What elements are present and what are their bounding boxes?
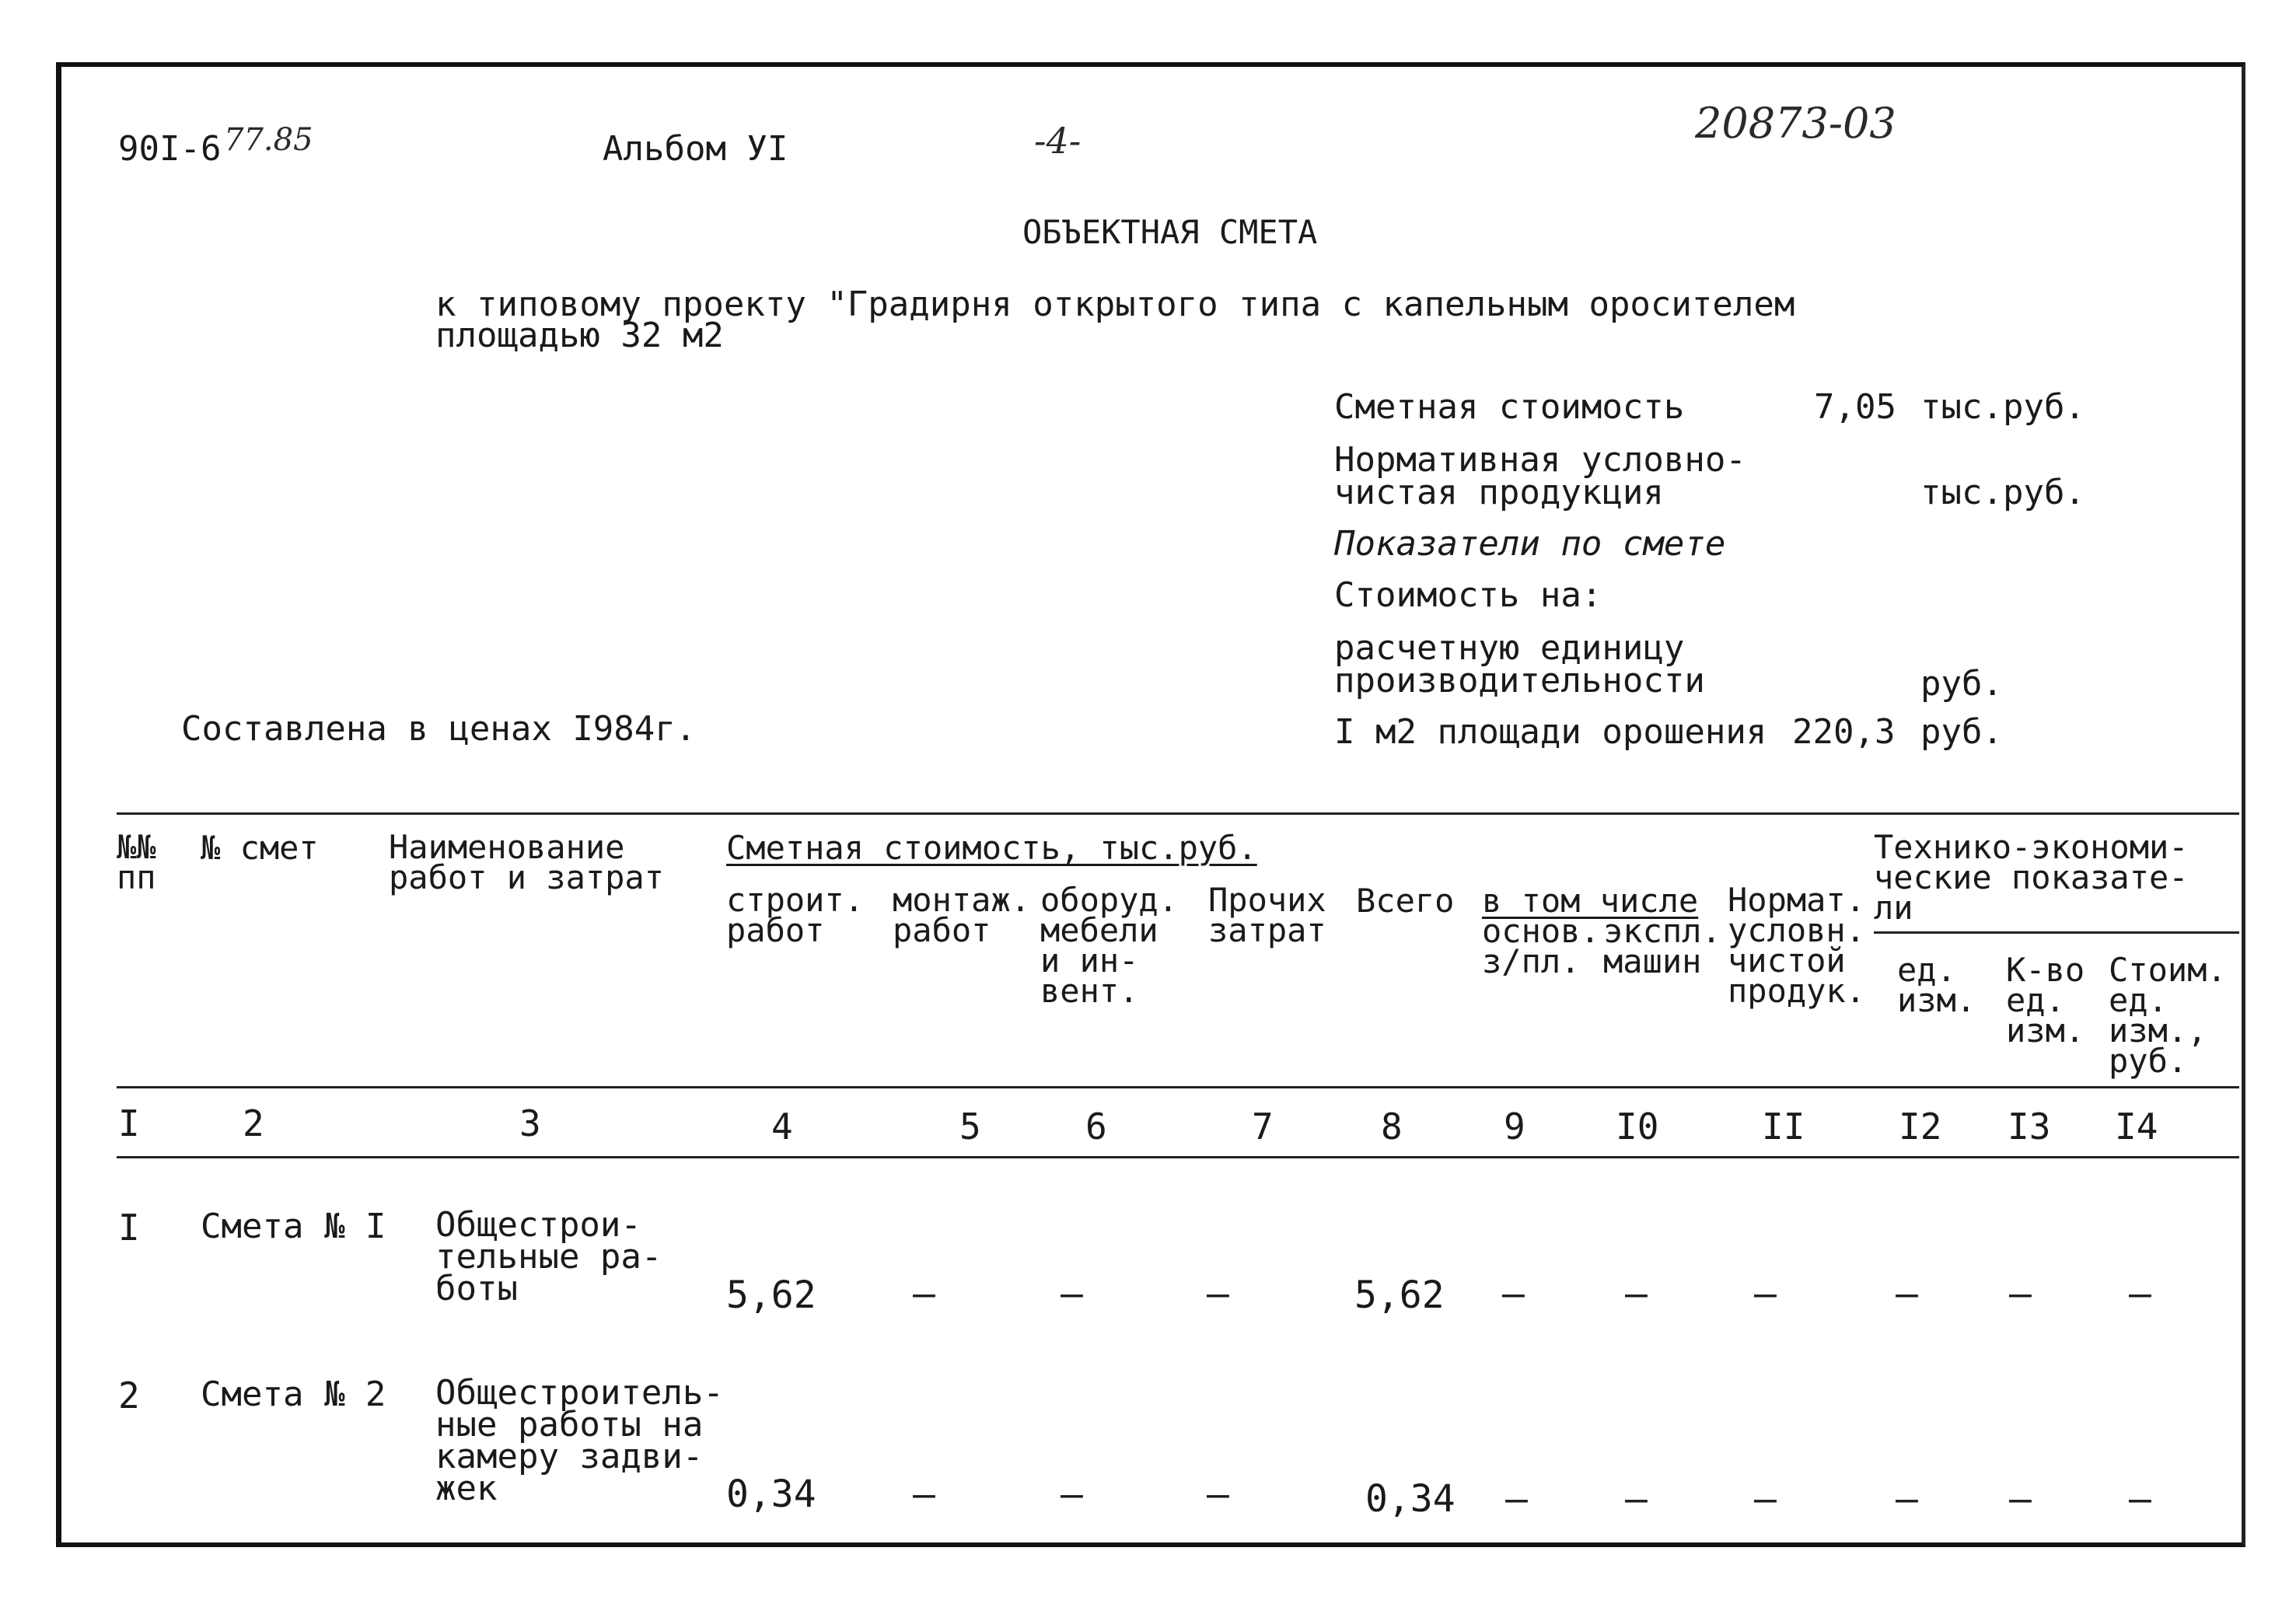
column-numbers-rule bbox=[117, 1156, 2239, 1158]
table-cell-equipment: – bbox=[1061, 1272, 1083, 1315]
table-cell-construction: 5,62 bbox=[726, 1273, 816, 1317]
header-unit: ед. изм. bbox=[1897, 951, 1976, 1020]
project-code: 90I-6 bbox=[118, 129, 222, 169]
column-number: 8 bbox=[1381, 1106, 1403, 1148]
column-number: 2 bbox=[243, 1102, 264, 1144]
subtitle-line-2: площадью 32 м2 bbox=[435, 316, 724, 355]
table-cell-unit: – bbox=[1896, 1272, 1918, 1315]
estimated-cost-unit: тыс.руб. bbox=[1920, 387, 2085, 427]
per-unit-label-1: расчетную единицу bbox=[1334, 628, 1685, 668]
column-number: 9 bbox=[1504, 1106, 1525, 1148]
column-number: I2 bbox=[1899, 1106, 1942, 1148]
table-cell-unit-quantity: – bbox=[2009, 1477, 2032, 1521]
column-number: II bbox=[1762, 1106, 1805, 1148]
table-cell-machine-operation: – bbox=[1625, 1477, 1648, 1521]
per-unit-unit: руб. bbox=[1920, 664, 2003, 704]
table-top-rule bbox=[117, 812, 2239, 815]
table-cell-unit: – bbox=[1896, 1477, 1918, 1521]
table-cell-total: 5,62 bbox=[1354, 1273, 1445, 1317]
header-normative-net-product: Нормат. условн. чистой продук. bbox=[1728, 881, 1866, 1011]
table-cell-normative-product: – bbox=[1754, 1272, 1777, 1315]
table-cell-normative-product: – bbox=[1754, 1477, 1777, 1521]
header-other-costs: Прочих затрат bbox=[1208, 881, 1326, 950]
header-base-wages: основ. з/пл. bbox=[1482, 912, 1600, 981]
column-number: 3 bbox=[519, 1102, 541, 1144]
project-code-handwritten: 77.85 bbox=[224, 122, 313, 158]
column-number: I0 bbox=[1616, 1106, 1659, 1148]
page-number: -4- bbox=[1034, 120, 1082, 162]
header-unit-cost: Стоим. ед. изм., руб. bbox=[2109, 951, 2227, 1081]
header-installation-works: монтаж. работ bbox=[893, 881, 1031, 950]
document-number-handwritten: 20873-03 bbox=[1695, 99, 1896, 148]
column-number: I bbox=[118, 1102, 140, 1144]
per-m2-label: I м2 площади орошения bbox=[1334, 712, 1767, 752]
header-construction-works: строит. работ bbox=[726, 881, 865, 950]
subtitle-line-1: к типовому проекту "Градирня открытого типа с капельным оросителем bbox=[435, 285, 1795, 324]
table-row-number: I bbox=[118, 1207, 140, 1249]
header-tech-group: Технико-экономи- ческие показате- ли bbox=[1874, 828, 2189, 928]
cost-per-label: Стоимость на: bbox=[1334, 575, 1602, 615]
table-cell-other: – bbox=[1207, 1272, 1229, 1315]
column-number: 5 bbox=[959, 1106, 981, 1148]
table-cell-other: – bbox=[1207, 1473, 1229, 1516]
header-unit-quantity: К-во ед. изм. bbox=[2006, 951, 2085, 1050]
column-number: 7 bbox=[1252, 1106, 1274, 1148]
table-cell-unit-cost: – bbox=[2129, 1272, 2151, 1315]
table-cell-installation: – bbox=[913, 1473, 935, 1516]
header-machine-operation: экспл. машин bbox=[1603, 912, 1721, 981]
per-unit-label-2: производительности bbox=[1334, 661, 1705, 700]
table-cell-unit-cost: – bbox=[2129, 1477, 2151, 1521]
header-bottom-rule bbox=[117, 1086, 2239, 1088]
tech-subheader-rule bbox=[1874, 931, 2239, 934]
table-row-estimate: Смета № I bbox=[201, 1207, 386, 1246]
table-row-estimate: Смета № 2 bbox=[201, 1375, 386, 1414]
compiled-prices-note: Составлена в ценах I984г. bbox=[181, 709, 697, 749]
estimated-cost-value: 7,05 bbox=[1814, 387, 1896, 427]
header-estimate-number: № смет bbox=[201, 829, 319, 867]
table-cell-equipment: – bbox=[1061, 1473, 1083, 1516]
table-row-work-name: Общестроитель- ные работы на камеру задви- жек bbox=[435, 1373, 724, 1508]
normative-unit: тыс.руб. bbox=[1920, 473, 2085, 512]
table-row-work-name: Общестрои- тельные ра- боты bbox=[435, 1205, 662, 1308]
header-cost-group: Сметная стоимость, тыс.руб. bbox=[726, 829, 1257, 867]
table-cell-unit-quantity: – bbox=[2009, 1272, 2032, 1315]
header-including-group: в том числе bbox=[1482, 882, 1699, 920]
album-label: Альбом УI bbox=[603, 129, 788, 169]
indicators-label: Показатели по смете bbox=[1334, 524, 1726, 564]
normative-label-2: чистая продукция bbox=[1334, 473, 1664, 512]
table-row-number: 2 bbox=[118, 1375, 140, 1417]
header-total: Всего bbox=[1356, 882, 1455, 920]
table-cell-total: 0,34 bbox=[1365, 1477, 1456, 1521]
header-row-number: №№ пп bbox=[117, 828, 156, 897]
table-cell-base-wages: – bbox=[1502, 1272, 1525, 1315]
column-number: I3 bbox=[2008, 1106, 2051, 1148]
column-number: 4 bbox=[771, 1106, 793, 1148]
table-cell-base-wages: – bbox=[1505, 1477, 1528, 1521]
table-cell-construction: 0,34 bbox=[726, 1473, 816, 1516]
document-title: ОБЪЕКТНАЯ СМЕТА bbox=[1022, 213, 1318, 251]
column-number: 6 bbox=[1085, 1106, 1107, 1148]
normative-label-1: Нормативная условно- bbox=[1334, 440, 1746, 480]
header-work-name: Наименование работ и затрат bbox=[389, 828, 665, 897]
header-equipment: оборуд. мебели и ин- вент. bbox=[1040, 881, 1179, 1011]
per-m2-unit: руб. bbox=[1920, 712, 2003, 752]
column-number: I4 bbox=[2115, 1106, 2158, 1148]
per-m2-value: 220,3 bbox=[1792, 712, 1896, 752]
estimated-cost-label: Сметная стоимость bbox=[1334, 387, 1685, 427]
table-cell-installation: – bbox=[913, 1272, 935, 1315]
table-cell-machine-operation: – bbox=[1625, 1272, 1648, 1315]
